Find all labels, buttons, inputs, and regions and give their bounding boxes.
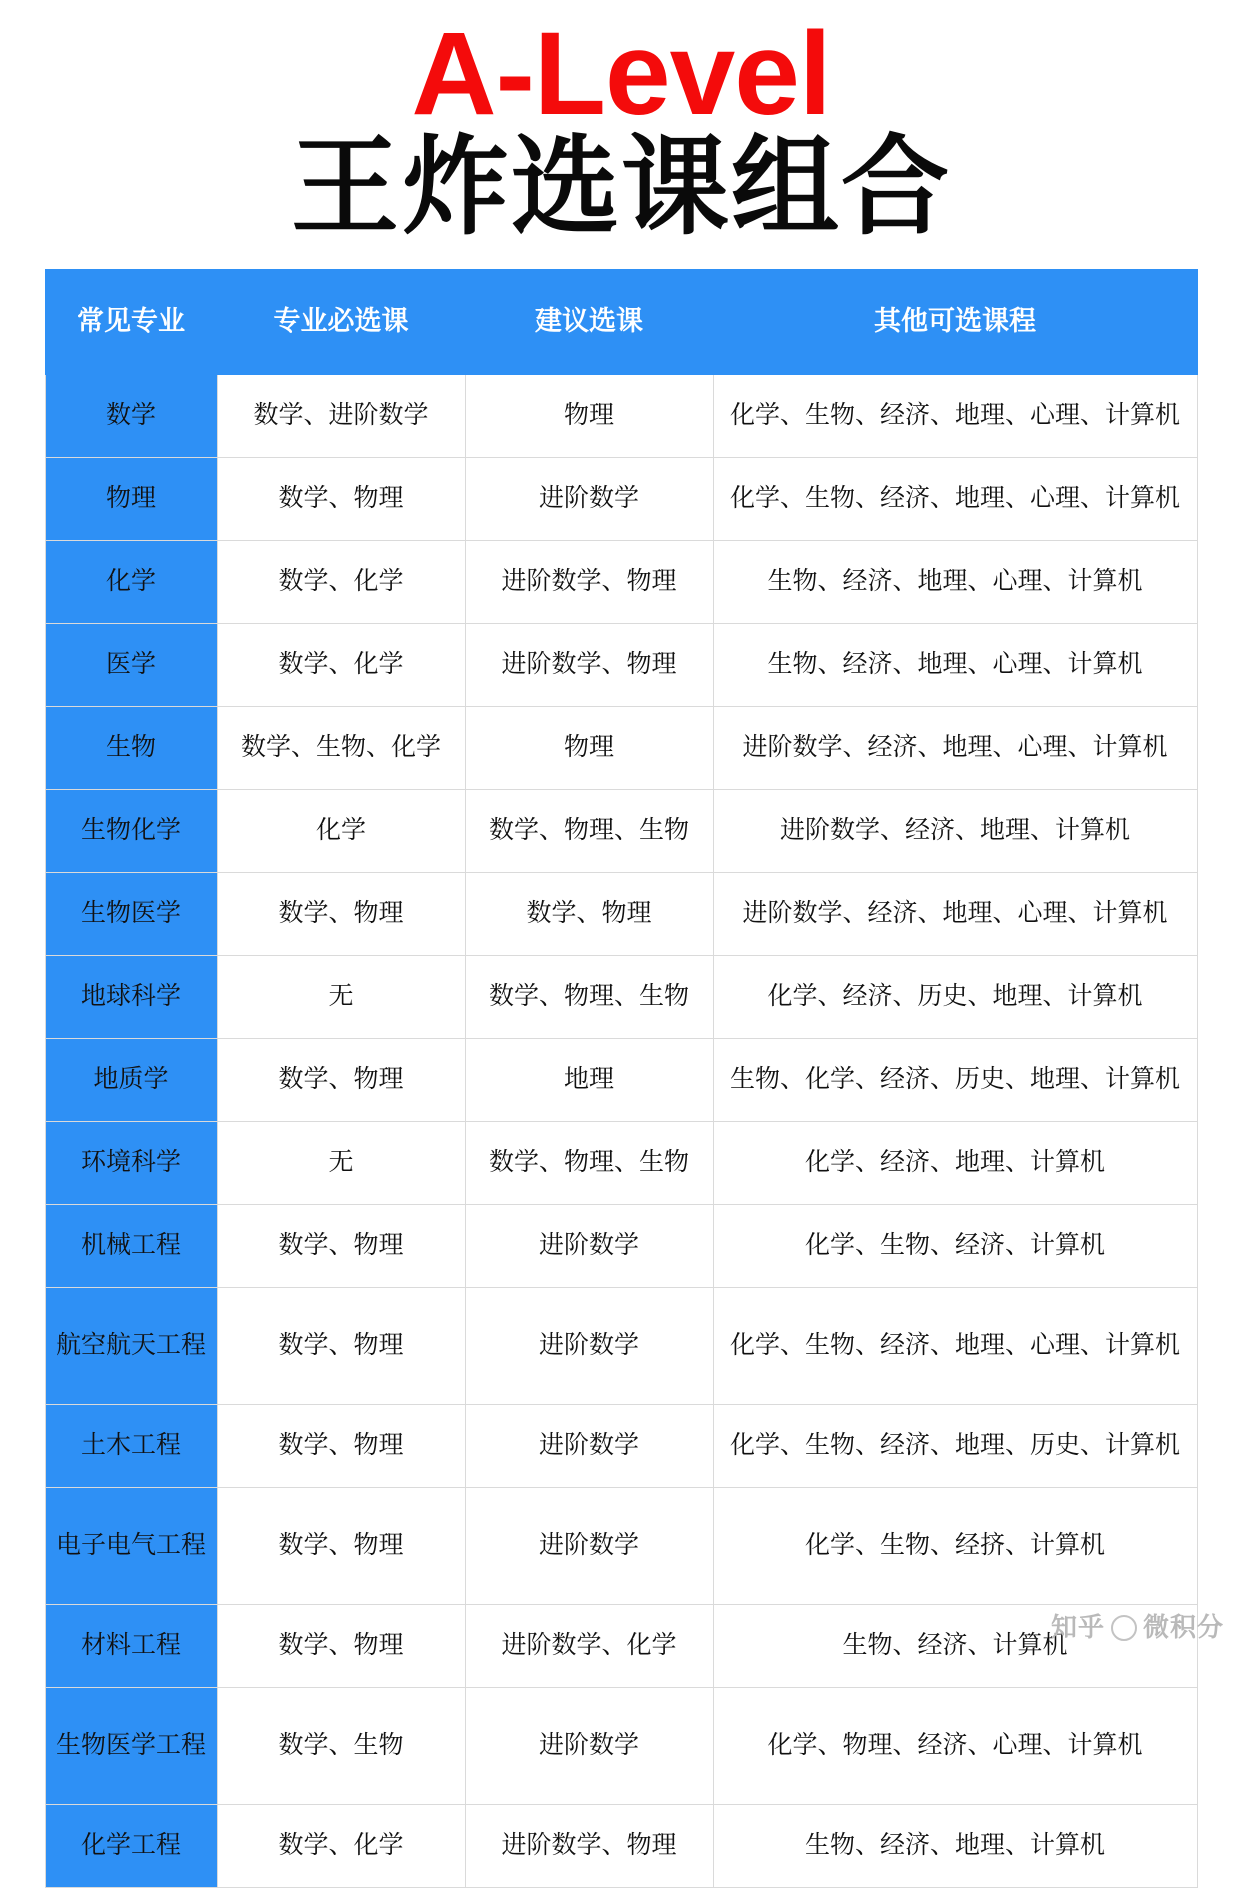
table-row: [45, 1121, 1197, 1204]
cell-suggested-courses: 数学、物理、生物: [465, 955, 713, 1038]
cell-required-courses: 数学、物理: [217, 1487, 465, 1604]
cell-major: 数学: [45, 374, 217, 457]
cell-optional-courses: 化学、经济、地理、计算机: [713, 1121, 1197, 1204]
watermark-user: 微积分: [1142, 1613, 1224, 1643]
watermark-platform: 知乎: [1050, 1613, 1105, 1643]
cell-major: 地球科学: [45, 955, 217, 1038]
column-header-optional: 其他可选课程: [713, 269, 1197, 374]
table-header: [45, 269, 1197, 374]
cell-optional-courses: 生物、经济、地理、心理、计算机: [713, 623, 1197, 706]
table-row: [45, 1204, 1197, 1287]
table-row: [45, 1487, 1197, 1604]
table-row: [45, 1404, 1197, 1487]
page-title-main: A-Level: [411, 8, 831, 140]
table-row: [45, 457, 1197, 540]
cell-suggested-courses: 进阶数学: [465, 1687, 713, 1804]
cell-required-courses: 数学、化学: [217, 540, 465, 623]
cell-optional-courses: 生物、经济、地理、计算机: [713, 1804, 1197, 1887]
table-row: [45, 623, 1197, 706]
cell-major: 生物医学工程: [45, 1687, 217, 1804]
cell-suggested-courses: 物理: [465, 706, 713, 789]
table-row: [45, 955, 1197, 1038]
cell-major: 化学: [45, 540, 217, 623]
cell-suggested-courses: 进阶数学: [465, 1404, 713, 1487]
cell-required-courses: 数学、化学: [217, 623, 465, 706]
cell-optional-courses: 进阶数学、经济、地理、心理、计算机: [713, 706, 1197, 789]
cell-major: 化学工程: [45, 1804, 217, 1887]
cell-optional-courses: 化学、生物、经挤、计算机: [713, 1487, 1197, 1604]
cell-optional-courses: 化学、生物、经济、地理、历史、计算机: [713, 1404, 1197, 1487]
column-header-suggested: 建议选课: [465, 269, 713, 374]
table-row: [45, 872, 1197, 955]
cell-suggested-courses: 进阶数学、物理: [465, 540, 713, 623]
cell-optional-courses: 化学、物理、经济、心理、计算机: [713, 1687, 1197, 1804]
watermark-avatar-icon: [1111, 1615, 1137, 1641]
cell-major: 地质学: [45, 1038, 217, 1121]
cell-optional-courses: 生物、经济、地理、心理、计算机: [713, 540, 1197, 623]
cell-major: 生物医学: [45, 872, 217, 955]
cell-suggested-courses: 进阶数学: [465, 1487, 713, 1604]
cell-major: 材料工程: [45, 1604, 217, 1687]
cell-required-courses: 无: [217, 1121, 465, 1204]
cell-required-courses: 数学、物理: [217, 1604, 465, 1687]
table-body: [45, 374, 1197, 1887]
cell-required-courses: 数学、物理: [217, 1204, 465, 1287]
column-header-major: 常见专业: [45, 269, 217, 374]
cell-major: 环境科学: [45, 1121, 217, 1204]
cell-suggested-courses: 进阶数学、化学: [465, 1604, 713, 1687]
watermark: [1051, 1607, 1224, 1644]
cell-required-courses: 数学、物理: [217, 1404, 465, 1487]
cell-optional-courses: 进阶数学、经济、地理、计算机: [713, 789, 1197, 872]
cell-suggested-courses: 进阶数学、物理: [465, 623, 713, 706]
cell-suggested-courses: 进阶数学: [465, 457, 713, 540]
table-row: [45, 1687, 1197, 1804]
cell-suggested-courses: 进阶数学: [465, 1204, 713, 1287]
cell-required-courses: 数学、进阶数学: [217, 374, 465, 457]
cell-suggested-courses: 进阶数学: [465, 1287, 713, 1404]
cell-major: 医学: [45, 623, 217, 706]
cell-major: 航空航天工程: [45, 1287, 217, 1404]
table-row: [45, 374, 1197, 457]
cell-required-courses: 数学、生物: [217, 1687, 465, 1804]
cell-required-courses: 无: [217, 955, 465, 1038]
cell-optional-courses: 化学、经济、历史、地理、计算机: [713, 955, 1197, 1038]
table-row: [45, 789, 1197, 872]
cell-major: 机械工程: [45, 1204, 217, 1287]
cell-major: 生物化学: [45, 789, 217, 872]
cell-optional-courses: 化学、生物、经济、地理、心理、计算机: [713, 1287, 1197, 1404]
table-row: [45, 540, 1197, 623]
table-row: [45, 1038, 1197, 1121]
table-row: [45, 1604, 1197, 1687]
column-header-required: 专业必选课: [217, 269, 465, 374]
table-header-row: [45, 269, 1197, 374]
cell-required-courses: 化学: [217, 789, 465, 872]
cell-optional-courses: 化学、生物、经济、地理、心理、计算机: [713, 374, 1197, 457]
cell-suggested-courses: 数学、物理: [465, 872, 713, 955]
cell-required-courses: 数学、生物、化学: [217, 706, 465, 789]
cell-required-courses: 数学、物理: [217, 872, 465, 955]
cell-required-courses: 数学、物理: [217, 457, 465, 540]
course-combination-table: [45, 269, 1198, 1888]
cell-required-courses: 数学、物理: [217, 1038, 465, 1121]
cell-optional-courses: 化学、生物、经济、计算机: [713, 1204, 1197, 1287]
cell-optional-courses: 生物、经济、计算机: [713, 1604, 1197, 1687]
cell-suggested-courses: 物理: [465, 374, 713, 457]
table-row: [45, 1287, 1197, 1404]
cell-suggested-courses: 地理: [465, 1038, 713, 1121]
cell-major: 物理: [45, 457, 217, 540]
page-title-sub: 王炸选课组合: [290, 125, 951, 251]
title-block: [0, 0, 1242, 251]
table-row: [45, 1804, 1197, 1887]
cell-suggested-courses: 数学、物理、生物: [465, 1121, 713, 1204]
cell-required-courses: 数学、物理: [217, 1287, 465, 1404]
table-row: [45, 706, 1197, 789]
cell-optional-courses: 化学、生物、经济、地理、心理、计算机: [713, 457, 1197, 540]
cell-optional-courses: 进阶数学、经济、地理、心理、计算机: [713, 872, 1197, 955]
cell-suggested-courses: 进阶数学、物理: [465, 1804, 713, 1887]
cell-major: 生物: [45, 706, 217, 789]
cell-major: 土木工程: [45, 1404, 217, 1487]
cell-optional-courses: 生物、化学、经济、历史、地理、计算机: [713, 1038, 1197, 1121]
cell-required-courses: 数学、化学: [217, 1804, 465, 1887]
cell-major: 电子电气工程: [45, 1487, 217, 1604]
cell-suggested-courses: 数学、物理、生物: [465, 789, 713, 872]
